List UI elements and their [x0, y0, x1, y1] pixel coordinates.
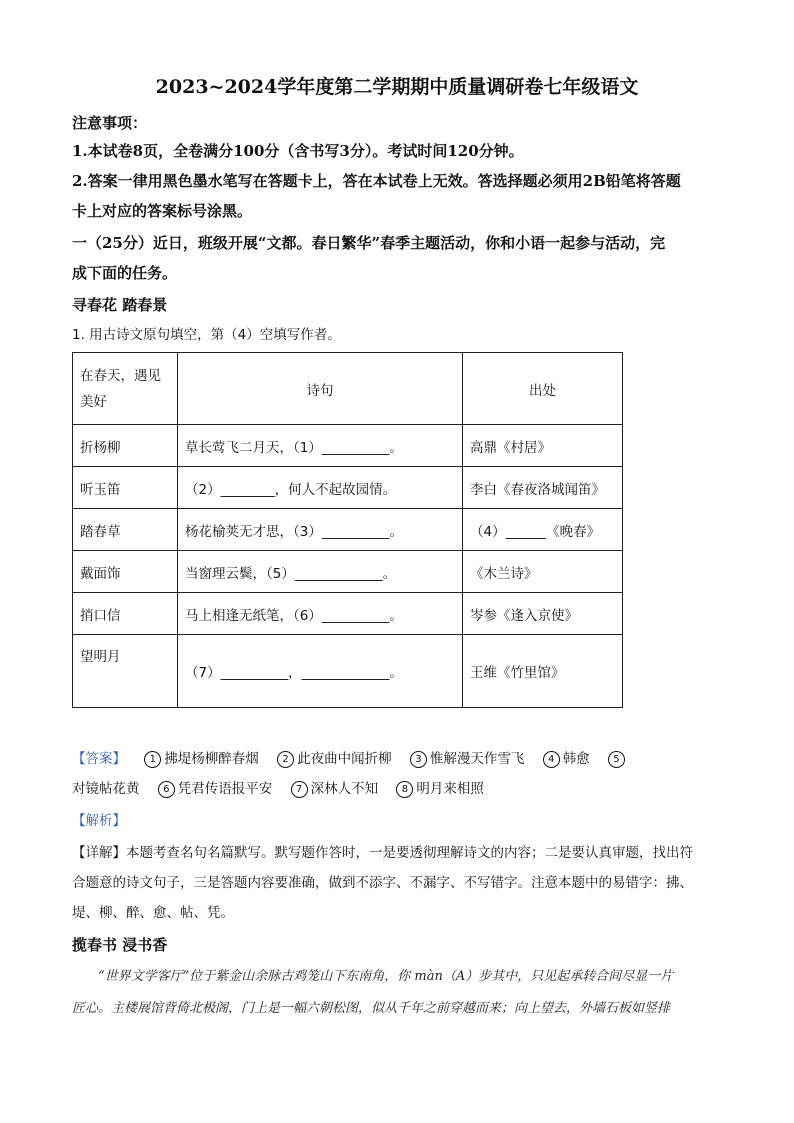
table-row: [73, 509, 623, 551]
answer-item: [396, 781, 484, 797]
row-scene: 踏春草: [73, 509, 178, 551]
analysis-detail-line-1: [72, 838, 722, 868]
row-scene: 折杨柳: [73, 425, 178, 467]
answer-number: 7: [291, 781, 308, 798]
detail-text: 本题考查名句名篇默写。默写题作答时，一是要透彻理解诗文的内容；二是要认真审题，找出符: [126, 845, 693, 861]
answer-item: [543, 751, 590, 767]
section-title-spring-books: 揽春书 浸书香: [72, 936, 168, 954]
row-poem: 草长莺飞二月天，（1）__________。: [178, 425, 463, 467]
answer-label: 【答案】: [72, 751, 126, 767]
row-scene: 望明月: [73, 635, 178, 708]
page-title: 2023~2024学年度第二学期期中质量调研卷七年级语文: [155, 76, 639, 98]
row-poem: 马上相逢无纸笔，（6）__________。: [178, 593, 463, 635]
poem-table: [72, 352, 623, 708]
table-row: [73, 467, 623, 509]
answer-number: 8: [396, 781, 413, 798]
answer-item: [277, 751, 392, 767]
table-row: [73, 425, 623, 467]
answer-item: [410, 751, 525, 767]
answer-number: 3: [410, 751, 427, 768]
answer-text: 韩愈: [562, 751, 590, 767]
answer-number: 5: [608, 751, 625, 768]
analysis-detail-line-2: 合题意的诗文句子，三是答题内容要准确，做到不添字、不漏字、不写错字。注意本题中的易错字：拂、: [72, 875, 693, 891]
answer-text: 惟解漫天作雪飞: [429, 751, 525, 767]
answer-text: 拂堤杨柳醉春烟: [164, 751, 259, 767]
passage-line-2: 匠心。主楼展馆背倚北极阁，门上是一幅六朝松图，似从千年之前穿越而来；向上望去，外墙石板如竖排: [72, 1001, 671, 1016]
answer-line-1: [72, 744, 732, 774]
notice-heading: 注意事项：: [72, 114, 148, 132]
answer-item: [608, 751, 628, 767]
row-source: 李白《春夜洛城闻笛》: [463, 467, 623, 509]
row-source: 岑参《逢入京使》: [463, 593, 623, 635]
header-scene: 在春天，遇见美好: [73, 353, 178, 425]
question-1-prompt: 1. 用古诗文原句填空，第（4）空填写作者。: [72, 327, 341, 343]
row-scene: 捎口信: [73, 593, 178, 635]
row-source: 《木兰诗》: [463, 551, 623, 593]
section-title-spring-flowers: 寻春花 踏春景: [72, 296, 168, 314]
answer-number: 4: [543, 751, 560, 768]
row-poem: （7）__________，_____________。: [178, 635, 463, 708]
row-poem: 当窗理云鬓，（5）_____________。: [178, 551, 463, 593]
row-scene: 听玉笛: [73, 467, 178, 509]
row-source: （4）______《晚春》: [463, 509, 623, 551]
part1-intro-line-2: 成下面的任务。: [72, 264, 178, 282]
notice-item-2-line-2: 卡上对应的答案标号涂黑。: [72, 202, 253, 220]
answer-text: 此夜曲中闻折柳: [297, 751, 392, 767]
row-scene: 戴面饰: [73, 551, 178, 593]
answer-line-2: [72, 774, 732, 804]
row-poem: 杨花榆荚无才思，（3）__________。: [178, 509, 463, 551]
answer-number: 2: [277, 751, 294, 768]
detail-label: 【详解】: [72, 845, 126, 861]
answer-text: 凭君传语报平安: [177, 781, 273, 797]
answer-text: 深林人不知: [310, 781, 379, 797]
row-source: 高鼎《村居》: [463, 425, 623, 467]
analysis-detail-line-3: 堤、柳、醉、愈、帖、凭。: [72, 905, 234, 921]
part1-intro-line-1: 一（25分）近日，班级开展“文都。春日繁华”春季主题活动，你和小语一起参与活动，完: [72, 234, 666, 252]
answer-number: 1: [144, 751, 161, 768]
header-poem: 诗句: [178, 353, 463, 425]
answer-item: [158, 781, 273, 797]
passage-line-1: “世界文学客厅”位于紫金山余脉古鸡笼山下东南角，你 màn（A）步其中，只见起承转合间尽显一片: [98, 969, 674, 984]
answer-number: 6: [158, 781, 175, 798]
header-source: 出处: [463, 353, 623, 425]
table-row: [73, 551, 623, 593]
answer-item: [144, 751, 259, 767]
row-poem: （2）________，何人不起故园情。: [178, 467, 463, 509]
table-row: [73, 635, 623, 708]
row-source: 王维《竹里馆》: [463, 635, 623, 708]
answer-text: 对镜帖花黄: [72, 781, 140, 797]
notice-item-1: 1.本试卷8页，全卷满分100分（含书写3分）。考试时间120分钟。: [72, 142, 524, 160]
notice-item-2-line-1: 2.答案一律用黑色墨水笔写在答题卡上，答在本试卷上无效。答选择题必须用2B铅笔将答题: [72, 172, 681, 190]
table-header-row: [73, 353, 623, 425]
answer-item: [291, 781, 379, 797]
analysis-label: 【解析】: [72, 813, 126, 829]
table-row: [73, 593, 623, 635]
answer-text: 明月来相照: [416, 781, 484, 797]
